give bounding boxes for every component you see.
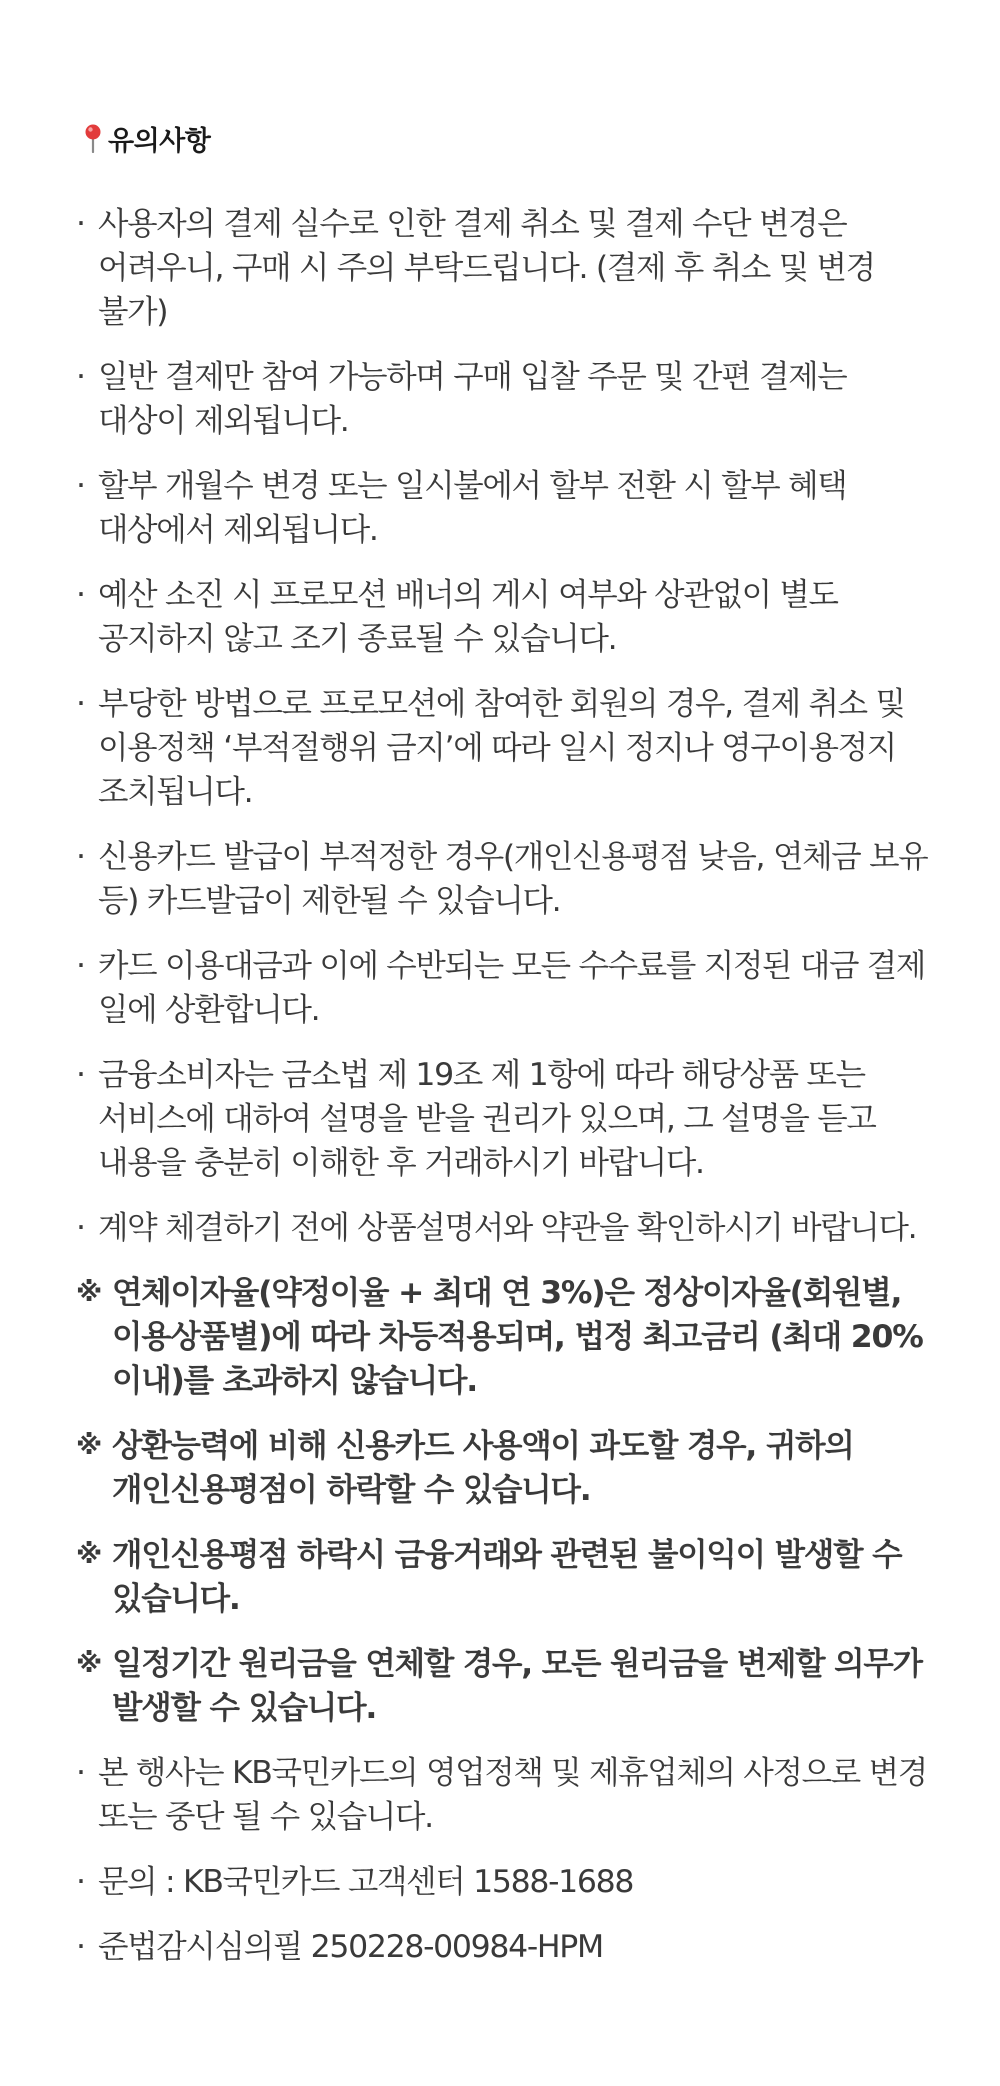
notice-item	[78, 1751, 928, 1839]
reference-marker: ※	[76, 1277, 102, 1308]
notice-text: 부당한 방법으로 프로모션에 참여한 회원의 경우, 결제 취소 및 이용정책 ‘부적절행위 금지’에 따라 일시 정지나 영구이용정지 조치됩니다.	[98, 686, 905, 810]
warning-item	[78, 1533, 928, 1621]
warning-item	[78, 1424, 928, 1512]
warning-text: 연체이자율(약정이율 + 최대 연 3%)은 정상이자율(회원별, 이용상품별)에 따라 차등적용되며, 법정 최고금리 (최대 20% 이내)를 초과하지 않습니다.	[112, 1275, 923, 1399]
bullet-marker: ·	[76, 1864, 85, 1900]
notice-text: 카드 이용대금과 이에 수반되는 모든 수수료를 지정된 대금 결제 일에 상환합니다.	[98, 948, 926, 1028]
bullet-marker: ·	[76, 1210, 85, 1246]
bullet-marker: ·	[76, 1929, 85, 1965]
bullet-marker: ·	[76, 359, 85, 395]
compliance-item	[78, 1925, 928, 1969]
notice-item	[78, 682, 928, 814]
notice-text: 신용카드 발급이 부적정한 경우(개인신용평점 낮음, 연체금 보유 등) 카드발급이 제한될 수 있습니다.	[98, 839, 928, 919]
notice-item	[78, 835, 928, 923]
warning-text: 상환능력에 비해 신용카드 사용액이 과도할 경우, 귀하의 개인신용평점이 하락할 수 있습니다.	[112, 1428, 854, 1508]
warning-text: 개인신용평점 하락시 금융거래와 관련된 불이익이 발생할 수 있습니다.	[112, 1537, 902, 1617]
reference-marker: ※	[76, 1539, 102, 1570]
reference-marker: ※	[76, 1648, 102, 1679]
notice-text: 사용자의 결제 실수로 인한 결제 취소 및 결제 수단 변경은 어려우니, 구매 시 주의 부탁드립니다. (결제 후 취소 및 변경 불가)	[98, 206, 875, 330]
notice-text: 할부 개월수 변경 또는 일시불에서 할부 전환 시 할부 혜택 대상에서 제외됩니다.	[98, 468, 847, 548]
notice-text: 금융소비자는 금소법 제 19조 제 1항에 따라 해당상품 또는 서비스에 대하여 설명을 받을 권리가 있으며, 그 설명을 듣고 내용을 충분히 이해한 후 거래하시기 바랍니다.	[98, 1057, 876, 1181]
notice-text: 계약 체결하기 전에 상품설명서와 약관을 확인하시기 바랍니다.	[98, 1210, 917, 1246]
bullet-marker: ·	[76, 948, 85, 984]
notice-text: 예산 소진 시 프로모션 배너의 게시 여부와 상관없이 별도 공지하지 않고 조기 종료될 수 있습니다.	[98, 577, 838, 657]
warning-item	[78, 1271, 928, 1403]
bullet-marker: ·	[76, 468, 85, 504]
notice-item	[78, 355, 928, 443]
bullet-marker: ·	[76, 1755, 85, 1791]
notice-item	[78, 573, 928, 661]
notice-item	[78, 944, 928, 1032]
contact-item	[78, 1860, 928, 1904]
reference-marker: ※	[76, 1430, 102, 1461]
bullet-marker: ·	[76, 839, 85, 875]
notice-item	[78, 1053, 928, 1185]
notice-text: 일반 결제만 참여 가능하며 구매 입찰 주문 및 간편 결제는 대상이 제외됩니다.	[98, 359, 847, 439]
bullet-marker: ·	[76, 1057, 85, 1093]
notice-item	[78, 1206, 928, 1250]
contact-text: 문의 : KB국민카드 고객센터 1588-1688	[98, 1864, 634, 1900]
notice-title: 유의사항	[108, 125, 211, 157]
bullet-marker: ·	[76, 686, 85, 722]
notice-list	[78, 202, 928, 1969]
notice-item	[78, 202, 928, 334]
warning-text: 일정기간 원리금을 연체할 경우, 모든 원리금을 변제할 의무가 발생할 수 있습니다.	[112, 1646, 922, 1726]
notice-heading	[78, 118, 928, 158]
notice-item	[78, 464, 928, 552]
bullet-marker: ·	[76, 577, 85, 613]
bullet-marker: ·	[76, 206, 85, 242]
compliance-code: 준법감시심의필 250228-00984-HPM	[98, 1929, 603, 1965]
pin-icon	[80, 123, 106, 153]
notice-text: 본 행사는 KB국민카드의 영업정책 및 제휴업체의 사정으로 변경 또는 중단 될 수 있습니다.	[98, 1755, 927, 1835]
warning-item	[78, 1642, 928, 1730]
